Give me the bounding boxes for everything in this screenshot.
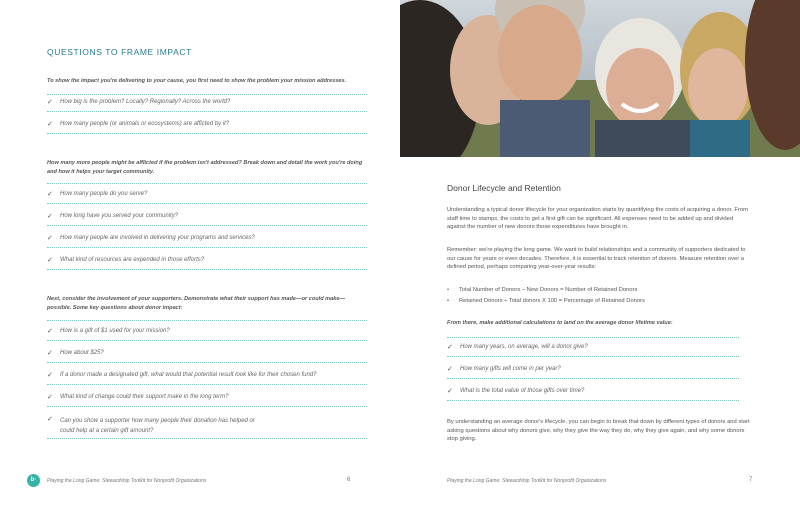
footer-title: Playing the Long Game: Stewardship Toolkit for Nonprofit Organizations — [47, 478, 207, 484]
section-intro: From there, make additional calculations to land on the average donor lifetime value: — [447, 320, 673, 326]
right-page — [400, 0, 800, 517]
question-item: ✓ What kind of resources are expended in those efforts? — [47, 255, 367, 270]
question-item: ✓ How many people are involved in delivering your programs and services? — [47, 233, 367, 248]
question-item: ✓ How long have you served your community? — [47, 211, 367, 226]
check-icon: ✓ — [447, 344, 453, 351]
divider — [47, 94, 367, 95]
check-icon: ✓ — [447, 366, 453, 373]
page-number: 6 — [347, 477, 351, 483]
list-item: • Total Number of Donors – New Donors = Number of Retained Donors — [447, 287, 638, 293]
paragraph: Remember: we're playing the long game. We want to build relationships and a community of supporters dedicated to our cause for years or even decades. Therefore, it is essential to track retention of donors. Measure retention over a defined period, perhaps comparing year-over-year results: — [447, 247, 746, 271]
check-icon: ✓ — [47, 257, 53, 264]
people-photo — [400, 0, 800, 157]
question-item: ✓ If a donor made a designated gift, what would that potential result look like for their chosen fund? — [47, 370, 367, 385]
divider — [47, 183, 367, 184]
photo-illustration — [400, 0, 800, 157]
section-intro: Next, consider the involvement of your supporters. Demonstrate what their support has made—or could make—possible. Some key questions about donor impact: — [47, 296, 346, 311]
question-item: ✓ What is the total value of those gifts over time? — [447, 386, 739, 401]
question-item: ✓ How many gifts will come in per year? — [447, 364, 739, 379]
question-item: ✓ How big is the problem? Locally? Regionally? Across the world? — [47, 97, 367, 112]
check-icon: ✓ — [47, 372, 53, 379]
section-intro: To show the impact you're delivering to your cause, you first need to show the problem your mission addresses. — [47, 78, 347, 84]
page-number: 7 — [749, 477, 753, 483]
paragraph: By understanding an average donor's lifecycle, you can begin to break that down by different types of donors and start asking questions about why donors give, why they give the way they do, why they give again, and why some donors stop giving. — [447, 419, 750, 443]
check-icon: ✓ — [447, 388, 453, 395]
divider — [447, 337, 739, 338]
bullet-icon: • — [447, 287, 450, 293]
list-item: • Retained Donors ÷ Total donors X 100 = Percentage of Retained Donors — [447, 298, 645, 304]
question-item: ✓ How is a gift of $1 used for your mission? — [47, 326, 367, 341]
check-icon: ✓ — [47, 416, 53, 423]
paragraph: Understanding a typical donor lifecycle for your organization starts by quantifying the costs of acquiring a donor. From staff time to stamps, the costs to get a first gift can be significant. All expenses need to be added up and divided against the number of new donors those expenditures have brought in. — [447, 207, 748, 231]
brand-logo: b· — [27, 474, 40, 487]
check-icon: ✓ — [47, 394, 53, 401]
footer-title: Playing the Long Game: Stewardship Toolkit for Nonprofit Organizations — [447, 478, 607, 484]
divider — [47, 320, 367, 321]
question-item: ✓ How about $25? — [47, 348, 367, 363]
question-item: ✓ How many years, on average, will a donor give? — [447, 342, 739, 357]
check-icon: ✓ — [47, 350, 53, 357]
bullet-list — [447, 287, 753, 309]
check-icon: ✓ — [47, 328, 53, 335]
section-heading: QUESTIONS TO FRAME IMPACT — [47, 47, 192, 57]
check-icon: ✓ — [47, 121, 53, 128]
question-item: ✓ How many people (or animals or ecosystems) are afficted by it? — [47, 119, 367, 134]
check-icon: ✓ — [47, 191, 53, 198]
question-item: ✓ How many people do you serve? — [47, 189, 367, 204]
bullet-icon: • — [447, 298, 450, 304]
check-icon: ✓ — [47, 235, 53, 242]
section-heading: Donor Lifecycle and Retention — [447, 183, 561, 193]
question-item: ✓ Can you show a supporter how many people their donation has helped or could help at a certain gift amount? — [47, 414, 367, 439]
question-item: ✓ What kind of change could their support make in the long term? — [47, 392, 367, 407]
section-intro: How many more people might be afflicted if the problem isn't addressed? Break down and detail the work you're doing and how it helps your target community. — [47, 160, 363, 175]
check-icon: ✓ — [47, 99, 53, 106]
check-icon: ✓ — [47, 213, 53, 220]
